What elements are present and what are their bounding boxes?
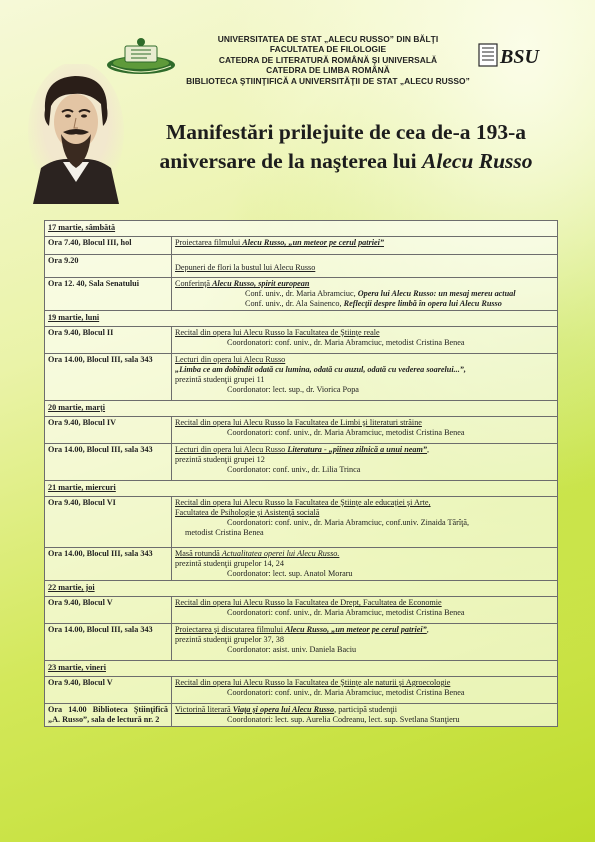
event-details — [172, 704, 558, 727]
event-time: Ora 9.20 — [45, 255, 172, 278]
event-row — [45, 255, 558, 278]
day-label: 23 martie, vineri — [45, 661, 558, 677]
day-label: 21 martie, miercuri — [45, 481, 558, 497]
event-title — [175, 445, 554, 455]
event-row — [45, 327, 558, 354]
event-time: Ora 7.40, Blocul III, hol — [45, 237, 172, 255]
title-line-1: Manifestări prilejuite de cea de-a 193-a — [165, 120, 527, 144]
library-logo-icon — [478, 40, 546, 70]
speaker-line — [175, 299, 554, 309]
event-details — [172, 327, 558, 354]
event-details — [172, 444, 558, 481]
university-header — [178, 34, 478, 86]
event-title-italic: Alecu Russo, „un meteor pe cerul patriei” — [285, 625, 427, 634]
day-label: 20 martie, marţi — [45, 401, 558, 417]
event-title-text: Victorină literară — [175, 705, 233, 714]
event-group: prezintă studenţii grupelor 37, 38 — [175, 635, 284, 644]
header-line: CATEDRA DE LITERATURĂ ROMÂNĂ ŞI UNIVERSALĂ — [218, 54, 438, 65]
coordinator-line: Coordonator: lect. sup., dr. Viorica Popa — [227, 385, 359, 394]
event-time: Ora 14.00, Blocul III, sala 343 — [45, 444, 172, 481]
event-group: prezintă studenţii grupelor 14, 24 — [175, 559, 284, 568]
speaker-name: Conf. univ., dr. Maria Abramciuc, — [245, 289, 358, 298]
event-row — [45, 417, 558, 444]
header-line: BIBLIOTECA ŞTIINŢIFICĂ A UNIVERSITĂŢII DE STAT „ALECU RUSSO” — [186, 75, 470, 86]
event-row — [45, 597, 558, 624]
coordinator-line: Coordonatori: conf. univ., dr. Maria Abramciuc, conf.univ. Zinaida Tărîţă, — [227, 518, 470, 527]
day-row — [45, 661, 558, 677]
event-title-text: Masă rotundă — [175, 549, 222, 558]
event-time: Ora 9.40, Blocul II — [45, 327, 172, 354]
coordinator-line: Coordonator: asist. univ. Daniela Baciu — [227, 645, 357, 654]
coordinator-line: Coordonatori: conf. univ., dr. Maria Abramciuc, metodist Cristina Benea — [227, 608, 465, 617]
event-title — [175, 238, 384, 247]
coordinator-line-continued: metodist Cristina Benea — [185, 528, 264, 537]
event-time: Ora 9.40, Blocul V — [45, 597, 172, 624]
event-time: Ora 14.00 Biblioteca Ştiinţifică „A. Russo”, sala de lectură nr. 2 — [45, 704, 172, 727]
page-title — [136, 118, 556, 176]
event-row — [45, 354, 558, 401]
event-title — [175, 625, 554, 635]
event-title-suffix: , participă studenţii — [334, 705, 398, 714]
event-time: Ora 9.40, Blocul V — [45, 677, 172, 704]
event-title: Recital din opera lui Alecu Russo la Facultatea de Ştiinţe ale educaţiei şi Arte, — [175, 498, 431, 507]
event-title-italic: Actualitatea operei lui Alecu Russo. — [221, 549, 340, 558]
event-details — [172, 497, 558, 548]
event-details — [172, 237, 558, 255]
day-row — [45, 481, 558, 497]
event-time: Ora 9.40, Blocul VI — [45, 497, 172, 548]
title-line-2-prefix: aniversare de la naşterea lui — [159, 149, 423, 173]
event-title: Recital din opera lui Alecu Russo la Facultatea de Ştiinţe ale naturii şi Agroecologie — [175, 678, 451, 687]
event-title: Recital din opera lui Alecu Russo la Facultatea de Drept, Facultatea de Economie — [175, 598, 442, 607]
event-title-continued: Facultatea de Psihologie şi Asistenţă socială — [175, 508, 320, 517]
title-name: Alecu Russo — [422, 149, 533, 173]
event-details — [172, 597, 558, 624]
event-row — [45, 444, 558, 481]
event-group: prezintă studenţii grupei 12 — [175, 455, 265, 464]
event-row — [45, 704, 558, 727]
speaker-line — [175, 289, 554, 299]
day-row — [45, 401, 558, 417]
event-title-suffix: , — [427, 445, 430, 454]
event-title-italic: Alecu Russo, spirit european — [212, 279, 310, 288]
coordinator-line: Coordonator: conf. univ., dr. Lilia Trinca — [227, 465, 361, 474]
event-title-text: Lecturi din opera lui Alecu Russo — [175, 445, 288, 454]
coordinator-line: Coordonatori: conf. univ., dr. Maria Abramciuc, metodist Cristina Benea — [227, 338, 465, 347]
event-title — [175, 279, 554, 289]
header-line: FACULTATEA DE FILOLOGIE — [269, 44, 387, 55]
library-logo-text: BSU — [500, 46, 539, 68]
event-title-suffix: , — [426, 625, 429, 634]
event-details — [172, 417, 558, 444]
event-row — [45, 237, 558, 255]
event-time: Ora 9.40, Blocul IV — [45, 417, 172, 444]
event-details — [172, 278, 558, 311]
event-group: prezintă studenţii grupei 11 — [175, 375, 265, 384]
event-row — [45, 497, 558, 548]
event-title-italic: Alecu Russo, „un meteor pe cerul patriei” — [242, 238, 384, 247]
coordinator-line: Coordonatori: lect. sup. Aurelia Codreanu, lect. sup. Svetlana Stanţieru — [227, 715, 460, 724]
event-row — [45, 278, 558, 311]
event-details — [172, 255, 558, 278]
event-title-text: Proiectarea filmului — [175, 238, 243, 247]
event-title-text: Conferinţă — [175, 279, 213, 288]
event-row — [45, 677, 558, 704]
event-title — [175, 705, 554, 715]
title-line-2 — [136, 147, 556, 176]
coordinator-line: Coordonatori: conf. univ., dr. Maria Abramciuc, metodist Cristina Benea — [227, 428, 465, 437]
day-row — [45, 581, 558, 597]
event-title-text: Proiectarea şi discutarea filmului — [175, 625, 286, 634]
day-label: 19 martie, luni — [45, 311, 558, 327]
speaker-topic: Reflecţii despre limbă în opera lui Alecu Russo — [343, 299, 502, 308]
speaker-name: Conf. univ., dr. Ala Sainenco, — [245, 299, 344, 308]
event-time: Ora 14.00, Blocul III, sala 343 — [45, 548, 172, 581]
event-title-italic: Viaţa şi opera lui Alecu Russo — [232, 705, 335, 714]
event-title: Lecturi din opera lui Alecu Russo — [175, 355, 286, 364]
event-details — [172, 677, 558, 704]
event-quote: „Limba ce am dobîndit odată cu lumina, odată cu auzul, odată cu vederea soarelui...”, — [175, 365, 466, 374]
event-row — [45, 624, 558, 661]
header-line: UNIVERSITATEA DE STAT „ALECU RUSSO” DIN BĂLŢI — [217, 34, 439, 44]
event-time: Ora 14.00, Blocul III, sala 343 — [45, 624, 172, 661]
day-row — [45, 221, 558, 237]
event-title: Recital din opera lui Alecu Russo la Facultatea de Ştiinţe reale — [175, 328, 380, 337]
event-title-italic: Literatura - „pîinea zilnică a unui neam” — [287, 445, 427, 454]
event-row — [45, 548, 558, 581]
event-details — [172, 354, 558, 401]
day-label: 17 martie, sâmbătă — [45, 221, 558, 237]
day-row — [45, 311, 558, 327]
event-title: Recital din opera lui Alecu Russo la Facultatea de Limbi şi literaturi străine — [175, 418, 422, 427]
speaker-topic: Opera lui Alecu Russo: un mesaj mereu actual — [357, 289, 516, 298]
schedule-table — [44, 220, 558, 727]
event-time: Ora 14.00, Blocul III, sala 343 — [45, 354, 172, 401]
coordinator-line: Coordonator: lect. sup. Anatol Moraru — [227, 569, 353, 578]
day-label: 22 martie, joi — [45, 581, 558, 597]
event-details — [172, 624, 558, 661]
event-time: Ora 12. 40, Sala Senatului — [45, 278, 172, 311]
header-line: CATEDRA DE LIMBA ROMÂNĂ — [266, 65, 390, 76]
event-title: Depuneri de flori la bustul lui Alecu Russo — [175, 263, 316, 272]
coordinator-line: Coordonatori: conf. univ., dr. Maria Abramciuc, metodist Cristina Benea — [227, 688, 465, 697]
event-title — [175, 549, 554, 559]
alecu-russo-portrait — [27, 64, 125, 204]
event-details — [172, 548, 558, 581]
